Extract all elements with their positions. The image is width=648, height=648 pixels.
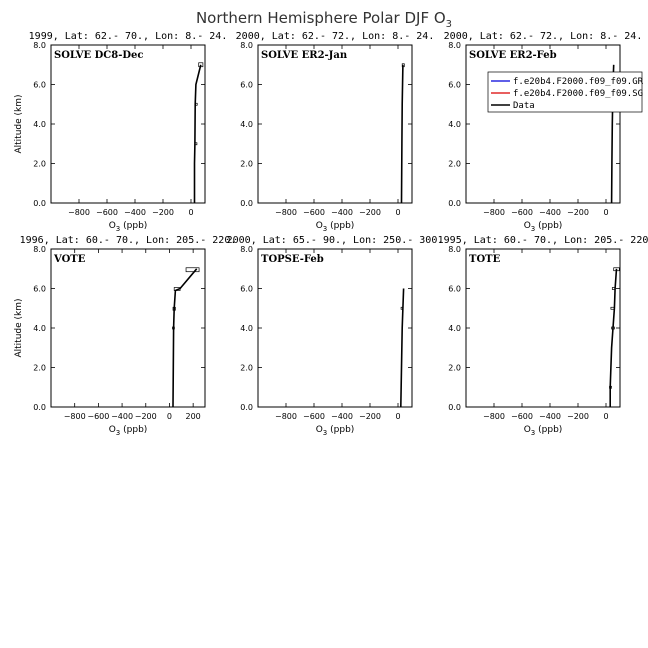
y-tick-label: 2.0 <box>448 159 461 169</box>
x-tick-label: 0 <box>603 412 609 421</box>
data-range-box <box>195 103 197 105</box>
y-tick-label: 6.0 <box>448 80 461 90</box>
y-tick-label: 0.0 <box>33 403 46 412</box>
y-tick-label: 6.0 <box>240 284 253 294</box>
x-tick-label: 0 <box>395 412 401 421</box>
x-tick-label: −400 <box>539 412 561 421</box>
x-tick-label: −200 <box>567 412 589 421</box>
chart-panel <box>227 235 444 437</box>
x-tick-label: −800 <box>68 208 90 217</box>
y-tick-label: 2.0 <box>33 363 46 373</box>
series-line <box>173 269 197 407</box>
y-tick-label: 2.0 <box>448 363 461 373</box>
y-tick-label: 8.0 <box>448 41 461 50</box>
x-tick-label: −600 <box>511 412 533 421</box>
x-tick-label: −400 <box>124 208 146 217</box>
x-tick-label: −600 <box>96 208 118 217</box>
y-tick-label: 0.0 <box>240 199 253 208</box>
legend-label: f.e20b4.F2000.f09_f09.SG <box>513 89 644 99</box>
chart-panel <box>438 235 648 437</box>
panel-grid <box>14 31 648 437</box>
y-tick-label: 4.0 <box>33 324 46 333</box>
y-axis-title: Altitude (km) <box>14 298 24 358</box>
x-tick-label: −400 <box>539 208 561 217</box>
chart-panel <box>236 31 435 233</box>
series-line <box>402 65 403 203</box>
panel-label: SOLVE DC8-Dec <box>54 50 144 61</box>
x-axis-title: $O_3$ (ppb) <box>315 221 355 233</box>
y-tick-label: 2.0 <box>240 363 253 373</box>
y-tick-label: 6.0 <box>33 80 46 90</box>
y-tick-label: 8.0 <box>448 245 461 254</box>
x-tick-label: −800 <box>275 208 297 217</box>
x-tick-label: −800 <box>483 412 505 421</box>
data-range-box <box>186 268 199 272</box>
y-tick-label: 2.0 <box>240 159 253 169</box>
x-tick-label: −200 <box>359 208 381 217</box>
y-tick-label: 4.0 <box>448 324 461 333</box>
plot-frame <box>466 249 620 407</box>
x-tick-label: −600 <box>511 208 533 217</box>
plot-frame <box>258 45 412 203</box>
x-tick-label: −200 <box>134 412 157 421</box>
panel-label: TOPSE-Feb <box>261 254 324 265</box>
x-tick-label: −600 <box>303 412 325 421</box>
y-tick-label: 2.0 <box>33 159 46 169</box>
x-tick-label: −400 <box>111 412 134 421</box>
legend-label: f.e20b4.F2000.f09_f09.GR <box>513 77 644 87</box>
y-tick-label: 0.0 <box>33 199 46 208</box>
y-tick-label: 8.0 <box>33 41 46 50</box>
y-tick-label: 0.0 <box>448 403 461 412</box>
x-tick-label: 200 <box>185 412 201 421</box>
panel-subtitle: 1995, Lat: 60.- 70., Lon: 205.- 220 <box>437 235 648 246</box>
y-tick-label: 4.0 <box>240 324 253 333</box>
x-tick-label: −600 <box>87 412 110 421</box>
panel-label: TOTE <box>469 254 501 265</box>
chart-panel <box>444 31 644 233</box>
x-tick-label: −200 <box>359 412 381 421</box>
x-axis-title: $O_3$ (ppb) <box>523 425 563 437</box>
y-tick-label: 6.0 <box>240 80 253 90</box>
x-tick-label: −600 <box>303 208 325 217</box>
x-axis-title: $O_3$ (ppb) <box>315 425 355 437</box>
plot-frame <box>258 249 412 407</box>
plot-frame <box>51 45 205 203</box>
panel-label: SOLVE ER2-Jan <box>261 50 348 61</box>
y-tick-label: 8.0 <box>33 245 46 254</box>
x-axis-title: $O_3$ (ppb) <box>523 221 563 233</box>
series-line <box>195 65 201 203</box>
y-tick-label: 6.0 <box>448 284 461 294</box>
x-tick-label: −800 <box>63 412 86 421</box>
x-tick-label: −400 <box>331 208 353 217</box>
panel-label: SOLVE ER2-Feb <box>469 50 557 61</box>
x-tick-label: 0 <box>603 208 609 217</box>
y-tick-label: 6.0 <box>33 284 46 294</box>
panel-subtitle: 1999, Lat: 62.- 70., Lon: 8.- 24. <box>28 31 228 42</box>
panel-subtitle: 2000, Lat: 62.- 72., Lon: 8.- 24. <box>443 31 643 42</box>
data-range-box <box>195 143 197 145</box>
legend-label: Data <box>513 101 535 111</box>
x-tick-label: −800 <box>483 208 505 217</box>
y-axis-title: Altitude (km) <box>14 94 24 154</box>
x-tick-label: −200 <box>152 208 174 217</box>
panel-subtitle: 2000, Lat: 62.- 72., Lon: 8.- 24. <box>235 31 435 42</box>
panel-subtitle: 1996, Lat: 60.- 70., Lon: 205.- 220. <box>19 235 237 246</box>
y-tick-label: 4.0 <box>240 120 253 129</box>
x-tick-label: 0 <box>166 412 173 421</box>
x-axis-title: $O_3$ (ppb) <box>108 425 148 437</box>
x-tick-label: 0 <box>395 208 401 217</box>
chart-panel <box>14 31 227 233</box>
x-tick-label: −400 <box>331 412 353 421</box>
panel-label: VOTE <box>54 254 86 265</box>
plot-frame <box>466 45 620 203</box>
x-tick-label: 0 <box>188 208 194 217</box>
x-tick-label: −200 <box>567 208 589 217</box>
chart-panel <box>14 235 236 437</box>
y-tick-label: 8.0 <box>240 41 253 50</box>
panel-subtitle: 2000, Lat: 65.- 90., Lon: 250.- 300. <box>226 235 444 246</box>
data-range-box <box>401 307 403 309</box>
series-line <box>401 289 404 408</box>
figure-title: Northern Hemisphere Polar DJF $O_3$ <box>195 9 453 30</box>
plot-frame <box>51 249 205 407</box>
y-tick-label: 4.0 <box>448 120 461 129</box>
x-axis-title: $O_3$ (ppb) <box>108 221 148 233</box>
y-tick-label: 8.0 <box>240 245 253 254</box>
x-tick-label: −800 <box>275 412 297 421</box>
y-tick-label: 0.0 <box>240 403 253 412</box>
y-tick-label: 0.0 <box>448 199 461 208</box>
y-tick-label: 4.0 <box>33 120 46 129</box>
